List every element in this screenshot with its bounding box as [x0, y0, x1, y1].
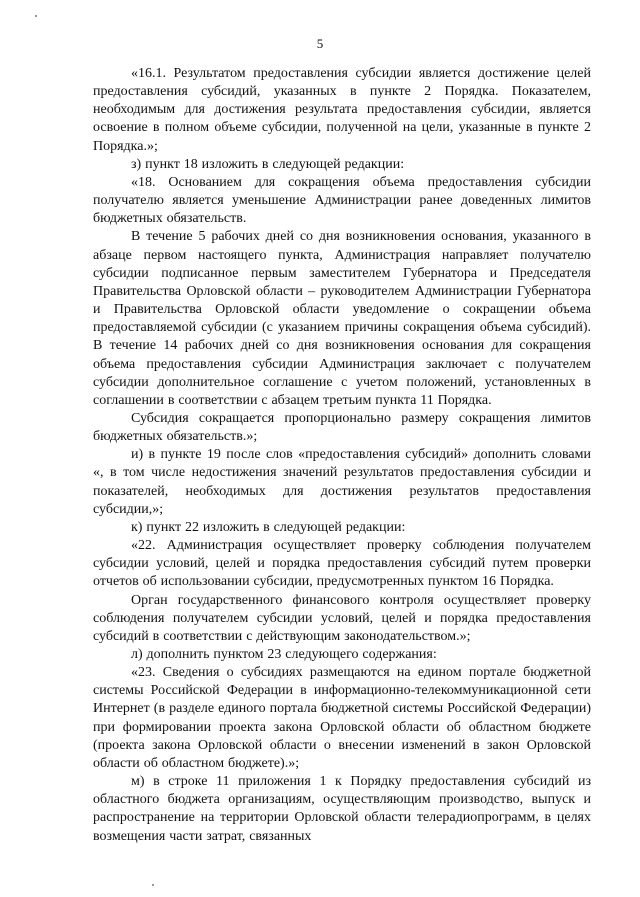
paragraph-18: «18. Основанием для сокращения объема предоставления субсидии получателю является уменьшение Администрации ранее доведенных лимитов бюджетных обязательств.: [93, 174, 591, 227]
paragraph-18-reduction: Субсидия сокращается пропорционально размеру сокращения лимитов бюджетных обязательств.»;: [93, 410, 591, 445]
paragraph-item-i: и) в пункте 19 после слов «предоставления субсидий» дополнить словами «, в том числе недостижения значений результатов предоставления субсидии и показателей, необходимых для достижения результатов предоставления субсидии,»;: [93, 447, 591, 517]
paragraph-22: «22. Администрация осуществляет проверку соблюдения получателем субсидии условий, целей и порядка предоставления субсидий путем проверки отчетов об использовании субсидии, предусмотренных пунктом 16 Порядка.: [93, 538, 591, 590]
paragraph-22-control: Орган государственного финансового контроля осуществляет проверку соблюдения получателем субсидии условий, целей и порядка предоставления субсидий в соответствии с действующим законодательством.»;: [93, 592, 591, 644]
page-number: 5: [316, 36, 324, 51]
paragraph-item-m: м) в строке 11 приложения 1 к Порядку предоставления субсидий из областного бюджета организациям, осуществляющим производство, выпуск и распространение на территории Орловской области телерадиопрограмм, в целях возмещения части затрат, связанных: [93, 774, 591, 844]
scan-speck: [35, 15, 37, 17]
scan-speck: [152, 884, 154, 886]
paragraph-item-k: к) пункт 22 изложить в следующей редакции:: [131, 519, 406, 535]
paragraph-item-l: л) дополнить пунктом 23 следующего содержания:: [131, 647, 437, 662]
document-body: [93, 65, 591, 846]
paragraph-23: «23. Сведения о субсидиях размещаются на едином портале бюджетной системы Российской Федерации в информационно-телекоммуникационной сети Интернет (в разделе единого портала бюджетной системы Российской Федерации) при формировании проекта закона Орловской области об областном бюджете (проекта закона Орловской области о внесении изменений в закон Орловской области об областном бюджете).»;: [93, 665, 591, 771]
paragraph-item-z: з) пункт 18 изложить в следующей редакции:: [131, 156, 405, 172]
paragraph-16-1: «16.1. Результатом предоставления субсидии является достижение целей предоставления субсидий, указанных в пункте 2 Порядка. Показателем, необходимым для достижения результата предоставления субсидии, является освоение в полном объеме субсидии, полученной на цели, указанные в пункте 2 Порядка.»;: [93, 66, 591, 154]
paragraph-18-notice: В течение 5 рабочих дней со дня возникновения основания, указанного в абзаце первом настоящего пункта, Администрация направляет получателю субсидии подписанное первым заместителем Губернатора и Председателя Правительства Орловской области – руководителем Администрации Губернатора и Правительства Орловской области уведомление о сокращении объема предоставляемой субсидии (с указанием причины сокращения объема субсидий). В течение 14 рабочих дней со дня возникновения основания для сокращения объема предоставления субсидии Администрация заключает с получателем субсидии дополнительное соглашение с учетом положений, установленных в соглашении в соответствии с абзацем третьим пункта 11 Порядка.: [93, 229, 591, 408]
